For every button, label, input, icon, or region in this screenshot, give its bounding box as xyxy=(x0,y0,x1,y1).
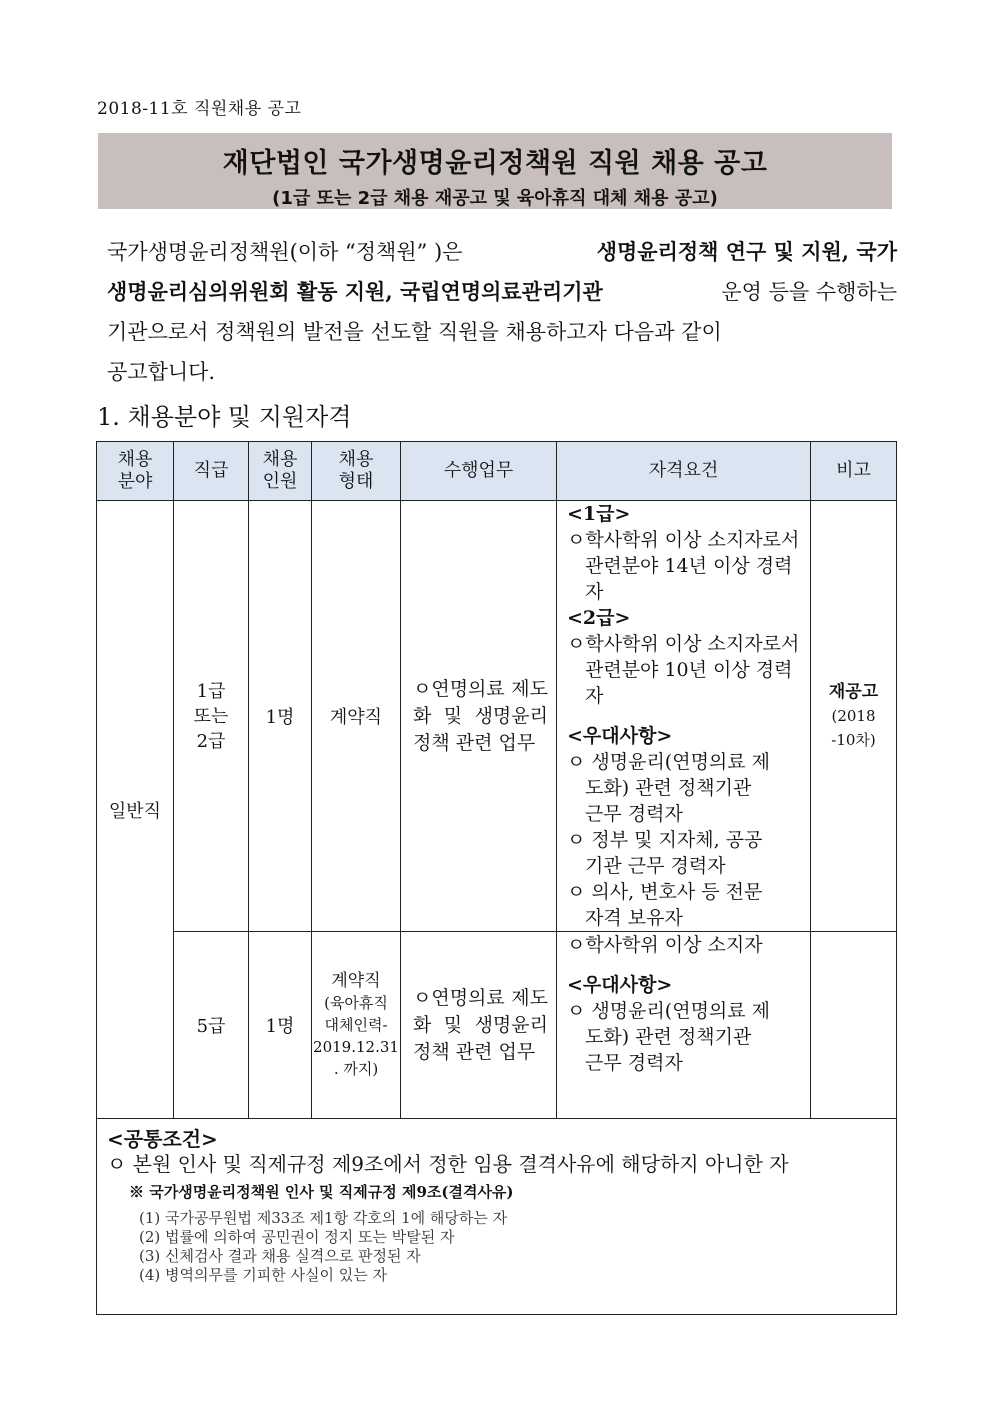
common-condition-line: ㅇ 본원 인사 및 직제규정 제9조에서 정한 임용 결격사유에 해당하지 아니한 자 xyxy=(107,1152,789,1176)
page-title: 재단법인 국가생명윤리정책원 직원 채용 공고 xyxy=(222,148,768,179)
cell-grade: 5급 xyxy=(174,932,249,1119)
intro-text: 운영 등을 수행하는 xyxy=(721,280,897,304)
header-count: 채용 인원 xyxy=(249,442,312,501)
cell-type: 계약직 xyxy=(312,501,401,932)
intro-text: 공고합니다. xyxy=(107,360,216,384)
header-grade: 직급 xyxy=(174,442,249,501)
list-item: (3) 신체검사 결과 채용 실격으로 판정된 자 xyxy=(139,1247,421,1265)
cell-grade: 1급 또는 2급 xyxy=(174,501,249,932)
list-item: (4) 병역의무를 기피한 사실이 있는 자 xyxy=(139,1266,387,1284)
cell-field: 일반직 xyxy=(97,501,174,1119)
cell-qualification: <1급> ㅇ학사학위 이상 소지자로서 관련분야 14년 이상 경력자 <2급> ㅇ학사학위 이상 소지자로서 관련분야 10년 이상 경력자 <우대사항> ㅇ 생명윤리(연명의료 제 도화) 관련 정책기관 근무 경력자 ㅇ 정부 및 지자체, 공공 기관 근무 경력자 ㅇ 의사, 변호사 등 전문 자격 보유자 xyxy=(557,501,811,932)
disqualification-list xyxy=(107,1209,888,1285)
recruitment-table xyxy=(96,441,897,1315)
document-number: 2018-11호 직원채용 공고 xyxy=(97,99,302,119)
cell-qualification: ㅇ학사학위 이상 소지자 <우대사항> ㅇ 생명윤리(연명의료 제 도화) 관련 정책기관 근무 경력자 xyxy=(557,932,811,1119)
intro-text: 국가생명윤리정책원(이하 “정책원” )은 xyxy=(107,240,463,264)
intro-line xyxy=(107,272,897,312)
intro-line xyxy=(107,232,897,272)
cell-note: 재공고 (2018 -10차) xyxy=(811,501,897,932)
section-title: 1. 채용분야 및 지원자격 xyxy=(97,403,352,431)
intro-paragraph xyxy=(107,232,897,392)
header-duty: 수행업무 xyxy=(401,442,557,501)
intro-line xyxy=(107,352,897,392)
cell-count: 1명 xyxy=(249,932,312,1119)
intro-emphasis: 생명윤리정책 연구 및 지원, 국가 xyxy=(596,239,897,264)
cell-duty: ㅇ연명의료 제도화 및 생명윤리 정책 관련 업무 xyxy=(401,932,557,1119)
title-banner xyxy=(98,133,892,209)
intro-emphasis: 생명윤리심의위원회 활동 지원, 국립연명의료관리기관 xyxy=(107,279,603,304)
cell-duty: ㅇ연명의료 제도화 및 생명윤리 정책 관련 업무 xyxy=(401,501,557,932)
common-heading: <공통조건> xyxy=(107,1127,218,1151)
intro-line xyxy=(107,312,897,352)
header-note: 비고 xyxy=(811,442,897,501)
table-row xyxy=(97,932,897,1119)
cell-type: 계약직 (육아휴직 대체인력- 2019.12.31 . 까지) xyxy=(312,932,401,1119)
page-subtitle: (1급 또는 2급 채용 재공고 및 육아휴직 대체 채용 공고) xyxy=(272,188,718,209)
cell-note xyxy=(811,932,897,1119)
table-row xyxy=(97,1119,897,1315)
header-qualification: 자격요건 xyxy=(557,442,811,501)
header-type: 채용 형태 xyxy=(312,442,401,501)
list-item: (2) 법률에 의하여 공민권이 정지 또는 박탈된 자 xyxy=(139,1228,455,1246)
common-conditions xyxy=(97,1119,897,1315)
list-item: (1) 국가공무원법 제33조 제1항 각호의 1에 해당하는 자 xyxy=(139,1209,508,1227)
disqualification-rule: ※ 국가생명윤리정책원 인사 및 직제규정 제9조(결격사유) xyxy=(129,1183,514,1201)
intro-text: 기관으로서 정책원의 발전을 선도할 직원을 채용하고자 다음과 같이 xyxy=(107,320,722,344)
table-header-row xyxy=(97,442,897,501)
header-field: 채용 분야 xyxy=(97,442,174,501)
table-row xyxy=(97,501,897,932)
cell-count: 1명 xyxy=(249,501,312,932)
